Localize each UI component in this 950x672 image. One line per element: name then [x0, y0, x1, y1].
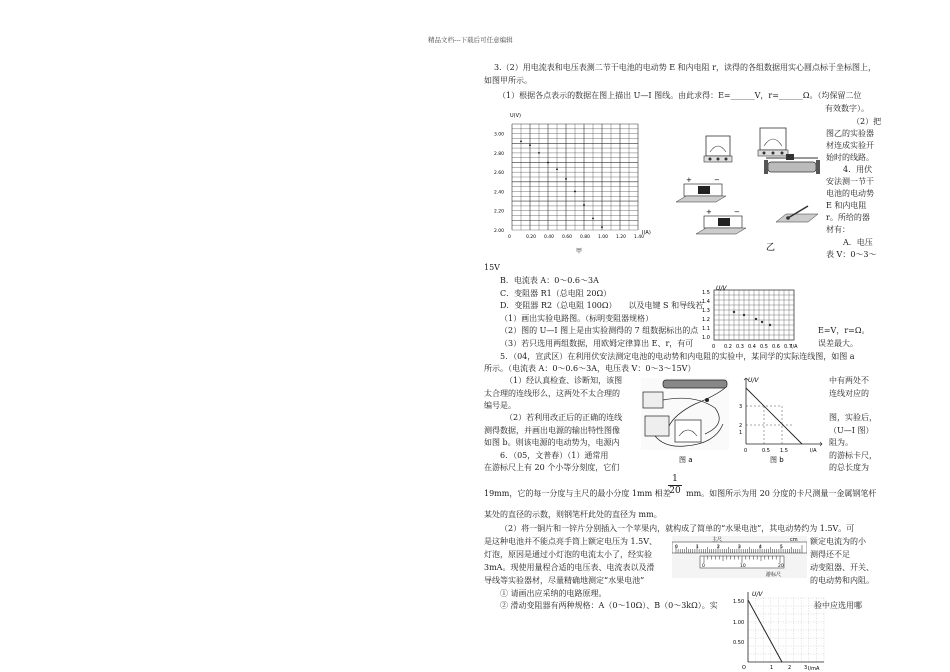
- q5-line8: 如图 b。则该电源的电动势为，电源内: [484, 438, 620, 447]
- bottom-x-tick: O: [742, 665, 746, 671]
- fraction-numerator: 1: [672, 474, 678, 484]
- jia-points: [520, 140, 603, 228]
- caliper-main-num: 3: [738, 545, 741, 550]
- bottom-y-tick: 0.50: [733, 640, 745, 646]
- right-col-9: E 和内电阻: [826, 201, 867, 210]
- jia-grid: [512, 124, 638, 230]
- q3-line3: （1）根据各点表示的数据在图上描出 U—I 图线。由此求得：E=______V，r=______Ω。（均保留二位: [498, 91, 862, 100]
- q6-line6: 是这种电池并不能点亮手筒上额定电压为 1.5V、: [484, 537, 658, 546]
- q4-option-c: C．变阻器 R1（总电阻 20Ω）: [500, 289, 612, 298]
- jia-point: [601, 226, 603, 228]
- right-col-6: 4．用伏: [843, 165, 873, 174]
- q5-line1: 5．（04，宣武区）在利用伏安法测定电池的电动势和内电阻的实验中，某同学的实际连线图，如图 a: [500, 352, 855, 361]
- bottom-grid: [748, 598, 824, 662]
- caliper-unit: cm: [790, 537, 798, 543]
- bottom-labels: [733, 599, 807, 671]
- q3-line1: 3.（2）用电流表和电压表测二节干电池的电动势 E 和内电阻 r，读得的各组数据用实心圆点标于坐标图上，: [494, 63, 877, 72]
- right-col-2: （2）把: [852, 117, 882, 126]
- svg-text:−: −: [714, 176, 720, 184]
- mid-x-label: I/A: [791, 344, 798, 350]
- q6-line5: （2）将一铜片和一锌片分别插入一个苹果内，就构成了简单的“水果电池”，其电动势约为 1.5V。可: [500, 524, 855, 533]
- q5-line4-right: 连线对应的: [829, 389, 869, 398]
- q6-line11: ② 滑动变阻器有两种规格：A（0～10Ω）、B（0～3kΩ）。实: [500, 601, 718, 610]
- right-col-12: A．电压: [843, 238, 873, 247]
- jia-point: [547, 162, 549, 164]
- jia-x-tick: 1.00: [598, 235, 609, 240]
- jia-y-tick: 2.00: [494, 229, 505, 234]
- q6-line7-right: 测得还不足: [810, 550, 850, 559]
- q6-line3b: mm。如图所示为用 20 分度的卡尺测量一金属钢笔杆: [686, 489, 877, 498]
- q5-line6: （2）若利用改正后的正确的连线: [505, 413, 623, 422]
- jia-y-tick: 2.20: [494, 209, 505, 215]
- jia-point: [556, 168, 558, 170]
- q6-line1-right: 的游标卡尺，: [829, 451, 877, 460]
- caliper-vernier-label: 游标尺: [766, 572, 782, 578]
- svg-text:−: −: [734, 208, 740, 216]
- jia-point: [592, 218, 594, 220]
- fraction-denominator: 20: [669, 486, 681, 496]
- bottom-y-tick: 1.50: [733, 599, 745, 605]
- caliper-main-label: 主尺: [712, 537, 723, 543]
- right-col-8: 电池的电动势: [826, 189, 874, 198]
- mid-x-tick: 0.7: [784, 344, 792, 350]
- caliper-main-num: 4: [759, 545, 762, 550]
- b-x-tick: 0.5: [762, 448, 770, 454]
- bottom-y-tick: 1.00: [733, 620, 745, 626]
- mid-y-tick: 1.3: [702, 308, 710, 314]
- jia-x-label: I(A): [642, 230, 651, 236]
- jia-y-label: U(V): [510, 113, 521, 119]
- b-y-tick: 1: [739, 430, 743, 436]
- voltmeter-icon: [704, 136, 732, 162]
- q6-line4: 某处的直径的示数，则钢笔杆此处的直径为 mm。: [484, 510, 662, 519]
- right-col-4: 材连成实验开: [826, 141, 874, 150]
- bottom-y-label: U/V: [752, 591, 763, 598]
- battery-icon: [676, 176, 726, 202]
- b-caption: 图 b: [770, 456, 784, 464]
- mid-x-tick: 0.5: [760, 344, 768, 350]
- q6-line8: 3mA。现使用量程合适的电压表、电流表以及滑: [484, 563, 655, 572]
- figure-jia: [490, 108, 665, 256]
- rheostat-icon: [764, 154, 820, 174]
- mid-y-tick: 1.1: [702, 326, 710, 332]
- q6-line9: 导线等实验器材，尽量精确地测定“水果电池”: [484, 576, 645, 585]
- q4-option-b: B．电流表 A：0～0.6～3A: [500, 276, 599, 285]
- mid-x-tick: 0.2: [724, 344, 732, 350]
- right-col-1: 有效数字）。: [825, 104, 869, 113]
- q6-line7: 灯泡，原因是通过小灯泡的电流太小了，经实验: [484, 550, 652, 559]
- q6-line2-right: 的总长度为: [829, 463, 869, 472]
- mid-x-tick: 0.6: [772, 344, 780, 350]
- bottom-x-tick: 3: [804, 665, 808, 671]
- jia-y-tick: 2.40: [494, 190, 505, 196]
- q5-line7-right: （U—I 图）: [829, 426, 874, 435]
- jia-x-tick: 0.20: [526, 235, 537, 240]
- battery-icon-2: [696, 208, 746, 234]
- svg-text:+: +: [706, 208, 712, 216]
- q6-line9-right: 的电动势和内阻。: [810, 576, 874, 585]
- mid-y-tick: 1.4: [702, 299, 710, 305]
- q5-line3-right: 中有两处不: [829, 376, 869, 385]
- figure-a: [635, 374, 735, 466]
- caliper-main-num: 5: [780, 545, 783, 550]
- bottom-x-tick: 2: [788, 665, 792, 671]
- b-y-label: U/V: [748, 377, 759, 384]
- q3-line2: 如图甲所示。: [484, 76, 532, 85]
- q4-line-15v: 15V: [484, 263, 500, 272]
- b-y-tick: 2: [739, 423, 743, 429]
- q4-sub2: （2）图的 U—I 图上是由实验测得的 7 组数据标出的点: [500, 326, 699, 335]
- caliper-main-num: 0: [675, 545, 678, 550]
- switch-icon: [776, 206, 818, 222]
- q4-sub2-right: E=V，r=Ω。: [818, 326, 870, 335]
- right-col-5: 始时的线路。: [826, 153, 874, 162]
- q4-option-d: D．变阻器 R2（总电阻 100Ω） 以及电键 S 和导线若: [500, 301, 704, 310]
- b-x-tick: 1.5: [780, 448, 788, 454]
- jia-x-tick: 1.20: [616, 235, 627, 240]
- mid-x-tick: 0.4: [748, 344, 756, 350]
- mid-x-tick: 0.3: [736, 344, 744, 350]
- ammeter-icon: [758, 128, 788, 156]
- caliper-vernier-num: 0: [702, 564, 705, 569]
- caliper-vernier-num: 10: [740, 564, 746, 569]
- b-y-tick: 3: [739, 404, 743, 410]
- mid-y-tick: 1.5: [702, 290, 710, 296]
- a-caption: 图 a: [679, 456, 693, 464]
- q5-line7: 测得数据，并画出电源的输出特性图像: [484, 426, 620, 435]
- q4-sub1: （1）画出实验电路图。（标明变阻器规格）: [500, 314, 654, 323]
- caliper-vernier-num: 20: [778, 564, 784, 569]
- svg-text:+: +: [686, 176, 692, 184]
- jia-point: [583, 204, 585, 206]
- fraction: [668, 474, 682, 497]
- jia-x-tick: 0: [508, 235, 511, 240]
- bottom-x-tick: 1: [770, 665, 774, 671]
- q4-sub3: （3）若只选用两组数据，用欧姆定律算出 E、r，有可: [500, 339, 694, 348]
- q6-line3a: 19mm，它的每一分度与主尺的最小分度 1mm 相差: [484, 489, 671, 498]
- jia-x-tick: 1.40: [634, 235, 645, 240]
- q5-line3: （1）经认真检查、诊断知，该图: [505, 376, 623, 385]
- q6-line1: 6．（05，文普春）（1）通常用: [500, 451, 609, 460]
- q5-line6-right: 图，实验后，: [829, 413, 877, 422]
- right-col-11: 材有：: [826, 225, 850, 234]
- right-col-10: r。所给的器: [826, 213, 870, 222]
- q5-line2: 所示。（电流表 A：0～0.6～3A，电压表 V：0～3～15V）: [484, 364, 696, 373]
- figure-yi: [672, 122, 824, 254]
- right-col-7: 安法测一节干: [826, 177, 874, 186]
- jia-point: [574, 191, 576, 193]
- right-col-13: 表 V：0～3～: [826, 250, 877, 259]
- jia-x-tick: 0.80: [580, 235, 591, 240]
- q5-line8-right: 阻为。: [829, 438, 853, 447]
- b-labels: [739, 404, 817, 454]
- q5-line4: 太合理的连线形么，这两处不太合理的: [484, 389, 620, 398]
- figure-b: [736, 374, 824, 466]
- jia-point: [529, 144, 531, 146]
- q4-sub3-right: 误差最大。: [818, 339, 858, 348]
- q5-line5: 编号是。: [484, 401, 516, 410]
- jia-caption: 甲: [576, 248, 583, 255]
- jia-point: [538, 152, 540, 154]
- b-x-tick: I/A: [810, 448, 817, 454]
- mid-y-tick: 1.2: [702, 317, 710, 323]
- page-header: 精品文档---下载后可任意编辑: [428, 36, 513, 44]
- jia-y-tick: 3.00: [494, 132, 505, 138]
- jia-x-tick: 0.40: [544, 235, 555, 240]
- figure-caliper: [672, 536, 807, 578]
- caliper-main-num: 1: [696, 545, 699, 550]
- right-col-3: 图乙的实验器: [826, 129, 874, 138]
- q6-line11-right: 验中应选用哪: [814, 601, 862, 610]
- jia-y-tick: 2.80: [494, 151, 505, 157]
- mid-y-label: U/V: [716, 285, 727, 292]
- q6-line2: 在游标尺上有 20 个小等分刻度，它们: [484, 463, 620, 472]
- jia-y-tick: 2.60: [494, 171, 505, 177]
- q6-line6-right: 额定电流为的小: [810, 537, 866, 546]
- figure-bottom: [732, 588, 828, 672]
- q6-line10: ① 请画出应采纳的电路原理。: [500, 589, 607, 598]
- jia-point: [520, 140, 522, 142]
- caliper-main-num: 2: [717, 545, 720, 550]
- q6-line8-right: 动变阻器、开关、: [810, 563, 874, 572]
- jia-point: [565, 178, 567, 180]
- mid-x-tick: 0: [712, 344, 716, 350]
- jia-x-tick: 0.60: [562, 235, 573, 240]
- jia-labels: [494, 132, 644, 240]
- b-x-tick: 0: [744, 448, 748, 454]
- mid-y-tick: 1.0: [702, 335, 710, 341]
- bottom-x-label: I/mA: [808, 666, 820, 672]
- yi-caption: 乙: [766, 243, 776, 253]
- figure-mid: [700, 282, 800, 352]
